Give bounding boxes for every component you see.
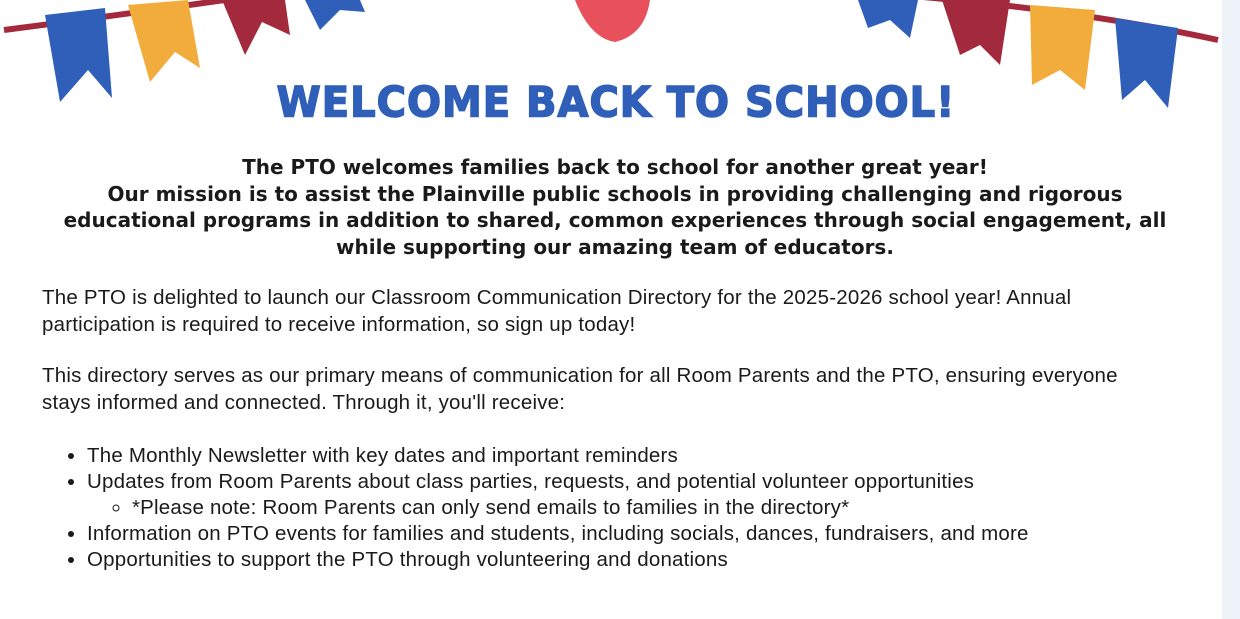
page-title: WELCOME BACK TO SCHOOL! (276, 78, 956, 128)
welcome-line: The PTO welcomes families back to school for another great year! (242, 155, 988, 179)
sub-list (87, 495, 1217, 521)
flag (1030, 5, 1095, 90)
flag (128, 0, 200, 82)
list-item: • Information on PTO events for families and students, including socials, dances, fundraisers, and more (87, 521, 1217, 547)
flag (222, 0, 290, 55)
balloon-icon (575, 0, 650, 42)
mission-statement (40, 154, 1190, 260)
list-item: • Opportunities to support the PTO through volunteering and donations (87, 547, 1217, 573)
mission-text: Our mission is to assist the Plainville public schools in providing challenging and rigorous educational programs in addition to shared, common experiences through social engagement, all while supporting our amazing team of educators. (63, 181, 1167, 259)
list-item: • The Monthly Newsletter with key dates and important reminders (87, 443, 1217, 469)
list-item (87, 469, 1217, 521)
flag (942, 0, 1010, 65)
benefits-list (42, 443, 1217, 573)
sub-list-item: ◦ *Please note: Room Parents can only send emails to families in the directory* (132, 495, 1217, 521)
flag (305, 0, 365, 30)
directory-launch-paragraph: The PTO is delighted to launch our Classroom Communication Directory for the 2025-2026 school year! Annual participation is required to receive information, so sign up today! (42, 286, 1072, 336)
directory-purpose-paragraph: This directory serves as our primary means of communication for all Room Parents and the PTO, ensuring everyone stays informed and connected. Through it, you'll receive: (42, 364, 1118, 414)
list-item-text: Updates from Room Parents about class parties, requests, and potential volunteer opportunities (87, 470, 975, 493)
flag (858, 0, 918, 38)
